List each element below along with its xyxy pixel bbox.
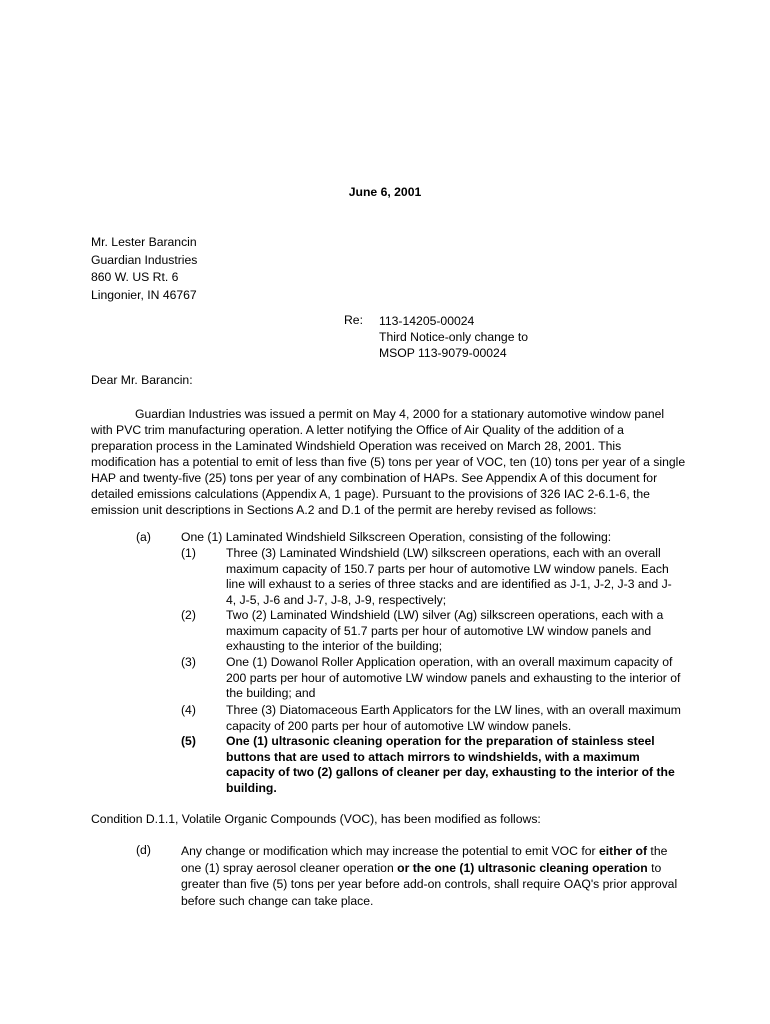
- recipient-street: 860 W. US Rt. 6: [91, 270, 179, 284]
- list-item-number: (1): [181, 546, 196, 560]
- list-item-text: One (1) ultrasonic cleaning operation for the preparation of stainless steel buttons that are used to attach mirrors to windshields, with a maximum capacity of two (2) gallons of cleaner per day, exhausting to the interior of the building.: [226, 734, 675, 795]
- re-line-3: MSOP 113-9079-00024: [379, 346, 507, 360]
- condition-heading: Condition D.1.1, Volatile Organic Compounds (VOC), has been modified as follows:: [91, 812, 541, 826]
- list-item-text: One (1) Dowanol Roller Application operation, with an overall maximum capacity of 200 parts per hour of automotive LW window panels and exhausting to the interior of the building; and: [226, 655, 681, 701]
- letter-date: June 6, 2001: [348, 185, 422, 199]
- section-d-label: (d): [136, 843, 151, 857]
- section-a-heading: One (1) Laminated Windshield Silkscreen Operation, consisting of the following:: [181, 530, 612, 544]
- list-item-text: Three (3) Laminated Windshield (LW) silkscreen operations, each with an overall maximum capacity of 150.7 parts per hour of automotive LW window panels. Each line will exhaust to a series of three stacks and are identified as J-1, J-2, J-3 and J-4, J-5, J-6 and J-7, J-8, J-9, respectively;: [226, 546, 672, 607]
- section-d-text-1: Any change or modification which may increase the potential to emit VOC for: [181, 844, 599, 858]
- recipient-company: Guardian Industries: [91, 252, 198, 267]
- section-d-text: [181, 843, 681, 909]
- section-d-bold-2: or the one (1) ultrasonic cleaning operation: [397, 860, 648, 875]
- list-item-number: (3): [181, 655, 196, 669]
- section-d-text-2: the one (1) spray aerosol cleaner operation: [181, 844, 668, 875]
- list-item-text: Three (3) Diatomaceous Earth Applicators for the LW lines, with an overall maximum capacity of 200 parts per hour of automotive LW window panels.: [226, 703, 681, 733]
- list-item-number: (4): [181, 703, 196, 717]
- recipient-city: Lingonier, IN 46767: [91, 287, 197, 302]
- re-label: Re:: [344, 313, 363, 327]
- list-item-number: (2): [181, 608, 196, 622]
- list-item-number: (5): [181, 734, 196, 748]
- section-d-bold-1: either of: [598, 844, 648, 858]
- recipient-name: Mr. Lester Barancin: [91, 235, 197, 249]
- body-paragraph: Guardian Industries was issued a permit on May 4, 2000 for a stationary automotive window panel with PVC trim manufacturing operation. A letter notifying the Office of Air Quality of the addition of a preparation process in the Laminated Windshield Operation was received on March 28, 2001. This modification has a potential to emit of less than five (5) tons per year of VOC, ten (10) tons per year of a single HAP and twenty-five (25) tons per year of any combination of HAPs. See Appendix A of this document for detailed emissions calculations (Appendix A, 1 page). Pursuant to the provisions of 326 IAC 2-6.1-6, the emission unit descriptions in Sections A.2 and D.1 of the permit are hereby revised as follows:: [91, 407, 686, 517]
- re-block: [379, 313, 528, 361]
- salutation: Dear Mr. Barancin:: [91, 373, 193, 387]
- section-d-text-3: to greater than five (5) tons per year before add-on controls, shall require OAQ's prior approval before such change can take place.: [181, 860, 678, 908]
- re-line-2: Third Notice-only change to: [379, 330, 529, 344]
- re-line-1: 113-14205-00024: [379, 314, 475, 328]
- section-a-label: (a): [136, 530, 151, 544]
- list-item-text: Two (2) Laminated Windshield (LW) silver (Ag) silkscreen operations, each with a maximum capacity of 51.7 parts per hour of automotive LW window panels and exhausting to the interior of the building;: [226, 608, 664, 654]
- recipient-address: [91, 234, 197, 304]
